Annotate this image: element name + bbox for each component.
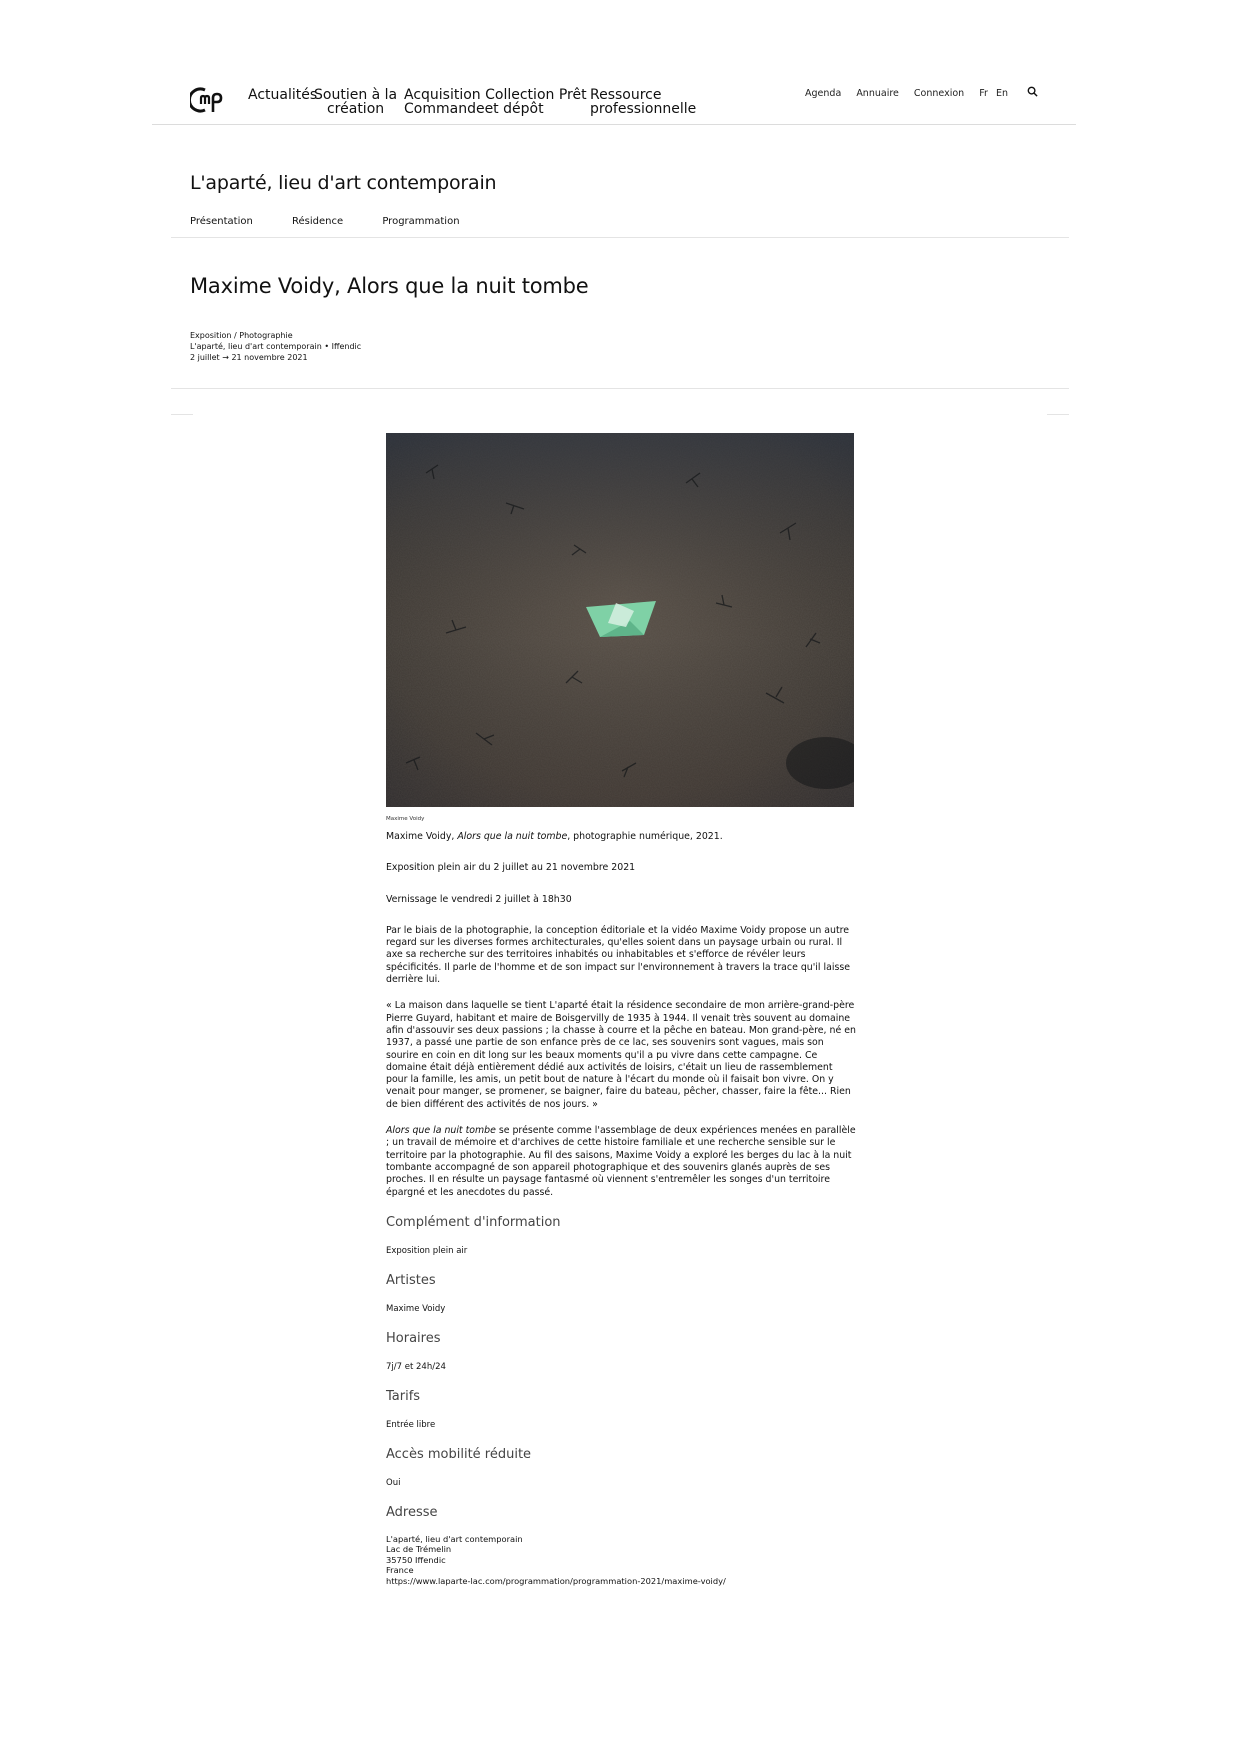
util-agenda[interactable]: Agenda xyxy=(805,88,842,99)
info-heading: Artistes xyxy=(386,1272,436,1288)
nav-label: Soutien à la xyxy=(314,87,398,103)
info-value: Exposition plein air xyxy=(386,1245,468,1256)
nav-label: création xyxy=(326,101,385,117)
cnap-logo-icon[interactable] xyxy=(190,86,224,114)
nav-label: Commandeet dépôt xyxy=(404,101,544,117)
address-line: France xyxy=(386,1565,414,1576)
section-divider xyxy=(171,388,1069,389)
lang-en[interactable]: En xyxy=(995,88,1008,99)
photo-caption xyxy=(386,831,856,843)
nav-label: professionnelle xyxy=(590,101,697,117)
exhibition-photo[interactable] xyxy=(386,433,854,807)
address-line: L'aparté, lieu d'art contemporain xyxy=(386,1533,523,1544)
lang-fr[interactable]: Fr xyxy=(979,88,988,99)
util-connexion[interactable]: Connexion xyxy=(913,88,965,99)
tab-presentation[interactable]: Présentation xyxy=(190,216,253,227)
event-category: Exposition / Photographie xyxy=(190,331,293,340)
artist-quote: « La maison dans laquelle se tient L'aparté était la résidence secondaire de mon arrière-grand-père Pierre Guyard, habitant et maire de Boisgervilly de 1935 à 1944. Il venait très souvent au domaine afin d'assouvir ses deux passions ; la chasse à courre et la pêche en bateau. Mon grand-père, né en 1937, a passé une partie de son enfance près de ce lac, ses souvenirs sont vagues, mais son sourire en coin en dit long sur les beaux moments qu'il a pu vivre dans cette campagne. Ce domaine était déjà entièrement dédié aux activités de loisirs, c'était un lieu de rassemblement pour la famille, les amis, un petit bout de nature à l'écart du monde où il faisait bon vivre. On y venait pour manger, se promener, se baigner, faire du bateau, pêcher, chasser, faire la fête... Rien de bien différent des activités de nos jours. » xyxy=(386,1000,856,1110)
project-text: se présente comme l'assemblage de deux expériences menées en parallèle ; un travail de mémoire et d'archives de cette histoire familiale et une recherche sensible sur le territoire par la photographie. Au fil des saisons, Maxime Voidy a exploré les berges du lac à la nuit tombante accompagné de son appareil photographique et des souvenirs glanés auprès de ses proches. Il en résulte un paysage fantasmé où viennent s'entremêler les songes d'un territoire épargné et les anecdotes du passé. xyxy=(386,1125,856,1198)
event-location: L'aparté, lieu d'art contemporain • Iffendic xyxy=(190,342,362,351)
venue-title: L'aparté, lieu d'art contemporain xyxy=(190,172,497,194)
info-heading: Tarifs xyxy=(386,1388,421,1404)
nav-soutien-creation[interactable] xyxy=(314,88,397,116)
search-icon[interactable] xyxy=(1027,86,1038,97)
tab-programmation[interactable]: Programmation xyxy=(382,216,460,227)
util-annuaire[interactable]: Annuaire xyxy=(856,88,899,99)
section-divider xyxy=(171,414,193,415)
photo-credit: Maxime Voidy xyxy=(386,816,425,822)
address-block xyxy=(386,1534,856,1587)
address-link[interactable]: https://www.laparte-lac.com/programmation/programmation-2021/maxime-voidy/ xyxy=(386,1575,726,1586)
header-divider xyxy=(152,124,1076,125)
address-line: Lac de Trémelin xyxy=(386,1544,452,1555)
info-value: Maxime Voidy xyxy=(386,1303,446,1314)
section-divider xyxy=(1047,414,1069,415)
exhibition-dates: Exposition plein air du 2 juillet au 21 novembre 2021 xyxy=(386,862,636,874)
venue-subnav xyxy=(190,216,496,227)
address-heading: Adresse xyxy=(386,1504,438,1520)
nav-label: Ressource xyxy=(590,87,662,103)
info-value: 7j/7 et 24h/24 xyxy=(386,1361,446,1372)
address-line: 35750 Iffendic xyxy=(386,1554,446,1565)
event-content xyxy=(386,433,856,1586)
event-meta xyxy=(190,330,361,363)
artist-presentation: Par le biais de la photographie, la conception éditoriale et la vidéo Maxime Voidy propose un autre regard sur les diverses formes architecturales, qu'elles soient dans un paysage urbain ou rural. Il axe sa recherche sur des territoires inhabités ou inhabitables et s'efforce de révéler leurs spécificités. Il parle de l'homme et de son impact sur l'environnement à travers la trace qu'il laisse derrière lui. xyxy=(386,924,850,986)
project-title: Alors que la nuit tombe xyxy=(386,1125,496,1137)
project-description xyxy=(386,1125,856,1199)
tab-residence[interactable]: Résidence xyxy=(292,216,344,227)
info-heading: Complément d'information xyxy=(386,1214,561,1230)
nav-label: Acquisition Collection Prêt xyxy=(404,87,587,103)
info-heading: Horaires xyxy=(386,1330,441,1346)
nav-ressource-pro[interactable] xyxy=(590,88,696,116)
site-header xyxy=(152,76,1076,126)
caption-title: Alors que la nuit tombe xyxy=(457,831,568,842)
nav-acquisition-collection[interactable] xyxy=(404,88,587,116)
nav-label: Actualités xyxy=(248,87,318,103)
vernissage-info: Vernissage le vendredi 2 juillet à 18h30 xyxy=(386,893,572,905)
nav-actualites[interactable] xyxy=(248,88,317,102)
event-title: Maxime Voidy, Alors que la nuit tombe xyxy=(190,274,589,298)
event-dates: 2 juillet → 21 novembre 2021 xyxy=(190,353,308,362)
utility-nav xyxy=(793,86,1038,99)
info-heading: Accès mobilité réduite xyxy=(386,1446,532,1462)
info-value: Oui xyxy=(386,1477,401,1488)
caption-text: Maxime Voidy, xyxy=(386,831,458,842)
info-value: Entrée libre xyxy=(386,1419,436,1430)
caption-text: , photographie numérique, 2021. xyxy=(567,831,723,842)
section-divider xyxy=(171,237,1069,238)
